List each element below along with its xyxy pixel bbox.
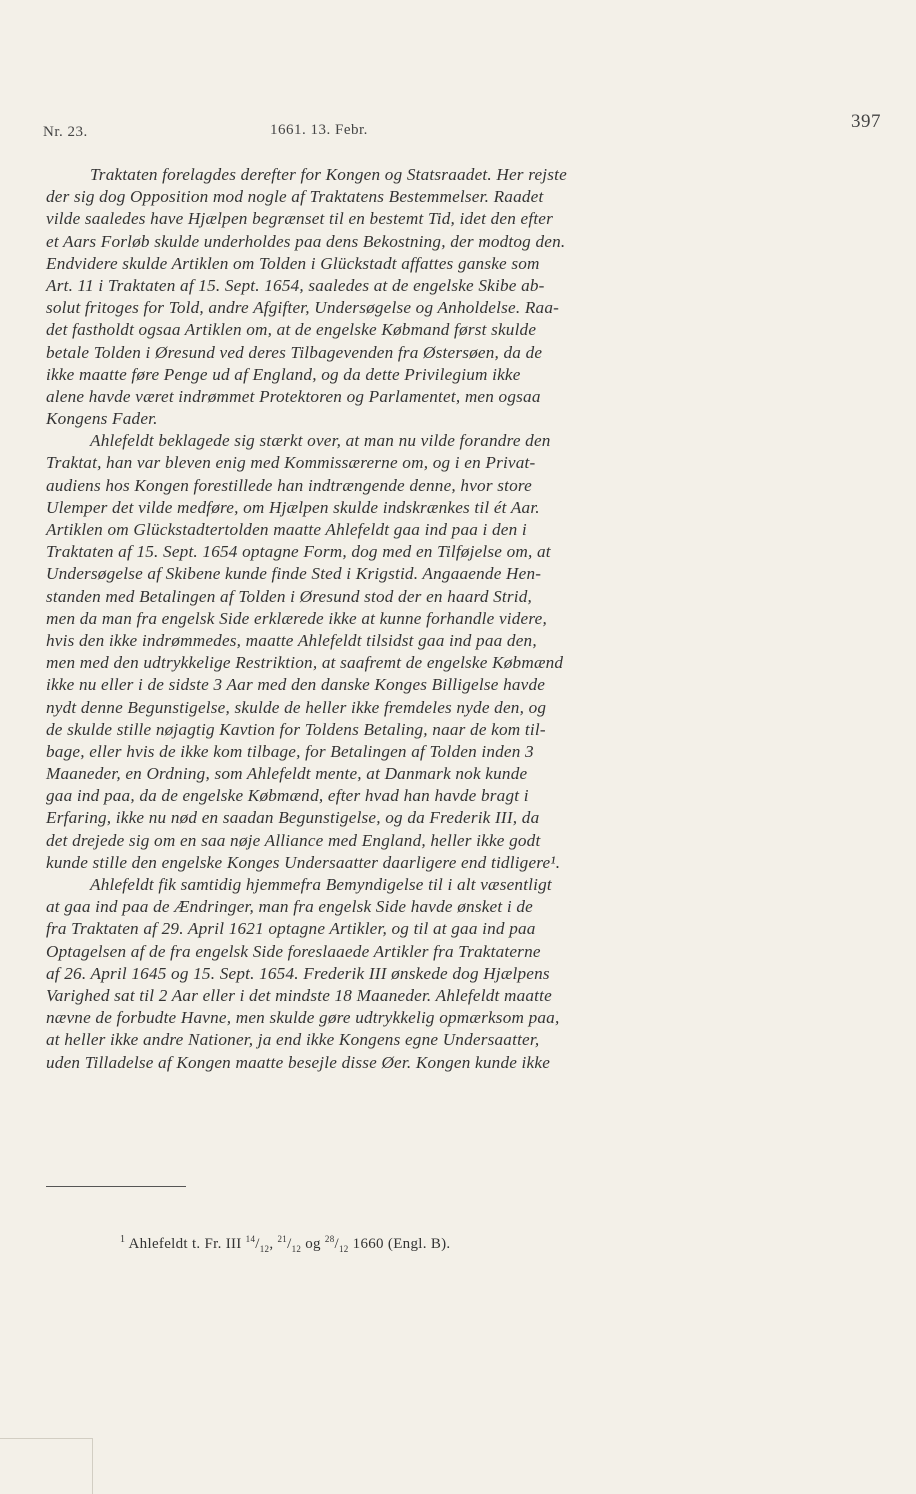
text-line: Traktat, han var bleven enig med Kommissærerne om, og i en Privat- xyxy=(46,453,536,473)
text-line: der sig dog Opposition mod nogle af Traktatens Bestemmelser. Raadet xyxy=(46,187,544,207)
footnote-date-2: $^{21}/_{12}$ xyxy=(277,1234,302,1254)
body-text xyxy=(46,164,724,1074)
text-line: gaa ind paa, da de engelske Købmænd, efter hvad han havde bragt i xyxy=(46,786,529,806)
text-line: ikke nu eller i de sidste 3 Aar med den danske Konges Billigelse havde xyxy=(46,675,546,695)
footnote-tail: 1660 (Engl. B). xyxy=(352,1236,451,1252)
text-line: Traktaten forelagdes derefter for Kongen og Statsraadet. Her rejste xyxy=(90,165,567,184)
text-line: men med den udtrykkelige Restriktion, at saafremt de engelske Købmænd xyxy=(46,653,564,673)
text-line: Kongens Fader. xyxy=(46,409,158,429)
text-line: Maaneder, en Ordning, som Ahlefeldt mente, at Danmark nok kunde xyxy=(46,764,528,784)
text-line: hvis den ikke indrømmedes, maatte Ahlefeldt tilsidst gaa ind paa den, xyxy=(46,630,537,650)
text-line: Erfaring, ikke nu nød en saadan Begunstigelse, og da Frederik III, da xyxy=(46,808,540,828)
text-line: Ahlefeldt fik samtidig hjemmefra Bemyndigelse til i alt væsentligt xyxy=(90,875,552,894)
footnote-date-3: $^{28}/_{12}$ xyxy=(324,1234,349,1254)
text-line: solut fritoges for Told, andre Afgifter, Undersøgelse og Anholdelse. Raa- xyxy=(46,298,560,318)
text-line: Varighed sat til 2 Aar eller i det mindste 18 Maaneder. Ahlefeldt maatte xyxy=(46,985,552,1005)
text-line: vilde saaledes have Hjælpen begrænset til en bestemt Tid, idet den efter xyxy=(46,209,554,229)
text-line: Endvidere skulde Artiklen om Tolden i Glückstadt affattes ganske som xyxy=(46,253,540,273)
text-line: uden Tilladelse af Kongen maatte besejle disse Øer. Kongen kunde ikke xyxy=(46,1052,551,1072)
text-line: ikke maatte føre Penge ud af England, og da dette Privilegium ikke xyxy=(46,364,521,384)
text-line: de skulde stille nøjagtig Kavtion for Toldens Betaling, naar de kom til- xyxy=(46,719,546,739)
text-line: Optagelsen af de fra engelsk Side foreslaaede Artikler fra Traktaterne xyxy=(46,941,541,961)
text-line: at heller ikke andre Nationer, ja end ikke Kongens egne Undersaatter, xyxy=(46,1030,540,1050)
text-line: betale Tolden i Øresund ved deres Tilbagevenden fra Østersøen, da de xyxy=(46,342,543,362)
footnote-date-1: $^{14}/_{12}$ xyxy=(245,1234,270,1254)
page-number: 397 xyxy=(851,111,881,132)
text-line: at gaa ind paa de Ændringer, man fra engelsk Side havde ønsket i de xyxy=(46,897,533,917)
footnote-divider xyxy=(46,1186,186,1187)
text-line: af 26. April 1645 og 15. Sept. 1654. Frederik III ønskede dog Hjælpens xyxy=(46,963,550,983)
text-line: det fastholdt ogsaa Artiklen om, at de engelske Købmand først skulde xyxy=(46,320,537,340)
text-line: Artiklen om Glückstadtertolden maatte Ahlefeldt gaa ind paa i den i xyxy=(46,520,527,539)
text-line: Undersøgelse af Skibene kunde finde Sted i Krigstid. Angaaende Hen- xyxy=(46,564,542,584)
text-line: fra Traktaten af 29. April 1621 optagne Artikler, og til at gaa ind paa xyxy=(46,919,536,939)
text-line: standen med Betalingen af Tolden i Øresund stod der en haard Strid, xyxy=(46,586,533,606)
text-line: et Aars Forløb skulde underholdes paa dens Bekostning, der modtog den. xyxy=(46,231,566,251)
document-number: Nr. 23. xyxy=(43,124,88,140)
text-line: men da man fra engelsk Side erklærede ikke at kunne forhandle videre, xyxy=(46,608,547,628)
footnote-text: Ahlefeldt t. Fr. III xyxy=(128,1236,242,1252)
text-line: det drejede sig om en saa nøje Alliance med England, heller ikke godt xyxy=(46,830,541,850)
text-line: kunde stille den engelske Konges Undersaatter daarligere end tidligere¹. xyxy=(46,852,561,872)
footnote-marker: 1 xyxy=(120,1234,126,1245)
text-line: Ulemper det vilde medføre, om Hjælpen skulde indskrænkes til ét Aar. xyxy=(46,497,540,517)
scan-edge-mark xyxy=(0,1438,93,1494)
text-line: alene havde været indrømmet Protektoren og Parlamentet, men ogsaa xyxy=(46,386,541,406)
text-line: Art. 11 i Traktaten af 15. Sept. 1654, saaledes at de engelske Skibe ab- xyxy=(46,275,545,295)
text-line: bage, eller hvis de ikke kom tilbage, for Betalingen af Tolden inden 3 xyxy=(46,741,534,761)
running-head xyxy=(43,111,883,147)
text-line: Traktaten af 15. Sept. 1654 optagne Form, dog med en Tilføjelse om, at xyxy=(46,542,551,562)
text-line: nydt denne Begunstigelse, skulde de heller ikke fremdeles nyde den, og xyxy=(46,697,547,717)
document-date: 1661. 13. Febr. xyxy=(270,122,368,138)
text-line: nævne de forbudte Havne, men skulde gøre udtrykkelig opmærksom paa, xyxy=(46,1008,560,1028)
text-line: Ahlefeldt beklagede sig stærkt over, at man nu vilde forandre den xyxy=(90,431,551,451)
footnote: $^1$ Ahlefeldt t. Fr. III $^{14}/_{12}$, $^{21}/_{12}$ og $^{28}/_{12}$ 1660 (Engl. B). xyxy=(120,1234,451,1254)
text-line: audiens hos Kongen forestillede han indtrængende denne, hvor store xyxy=(46,475,532,495)
